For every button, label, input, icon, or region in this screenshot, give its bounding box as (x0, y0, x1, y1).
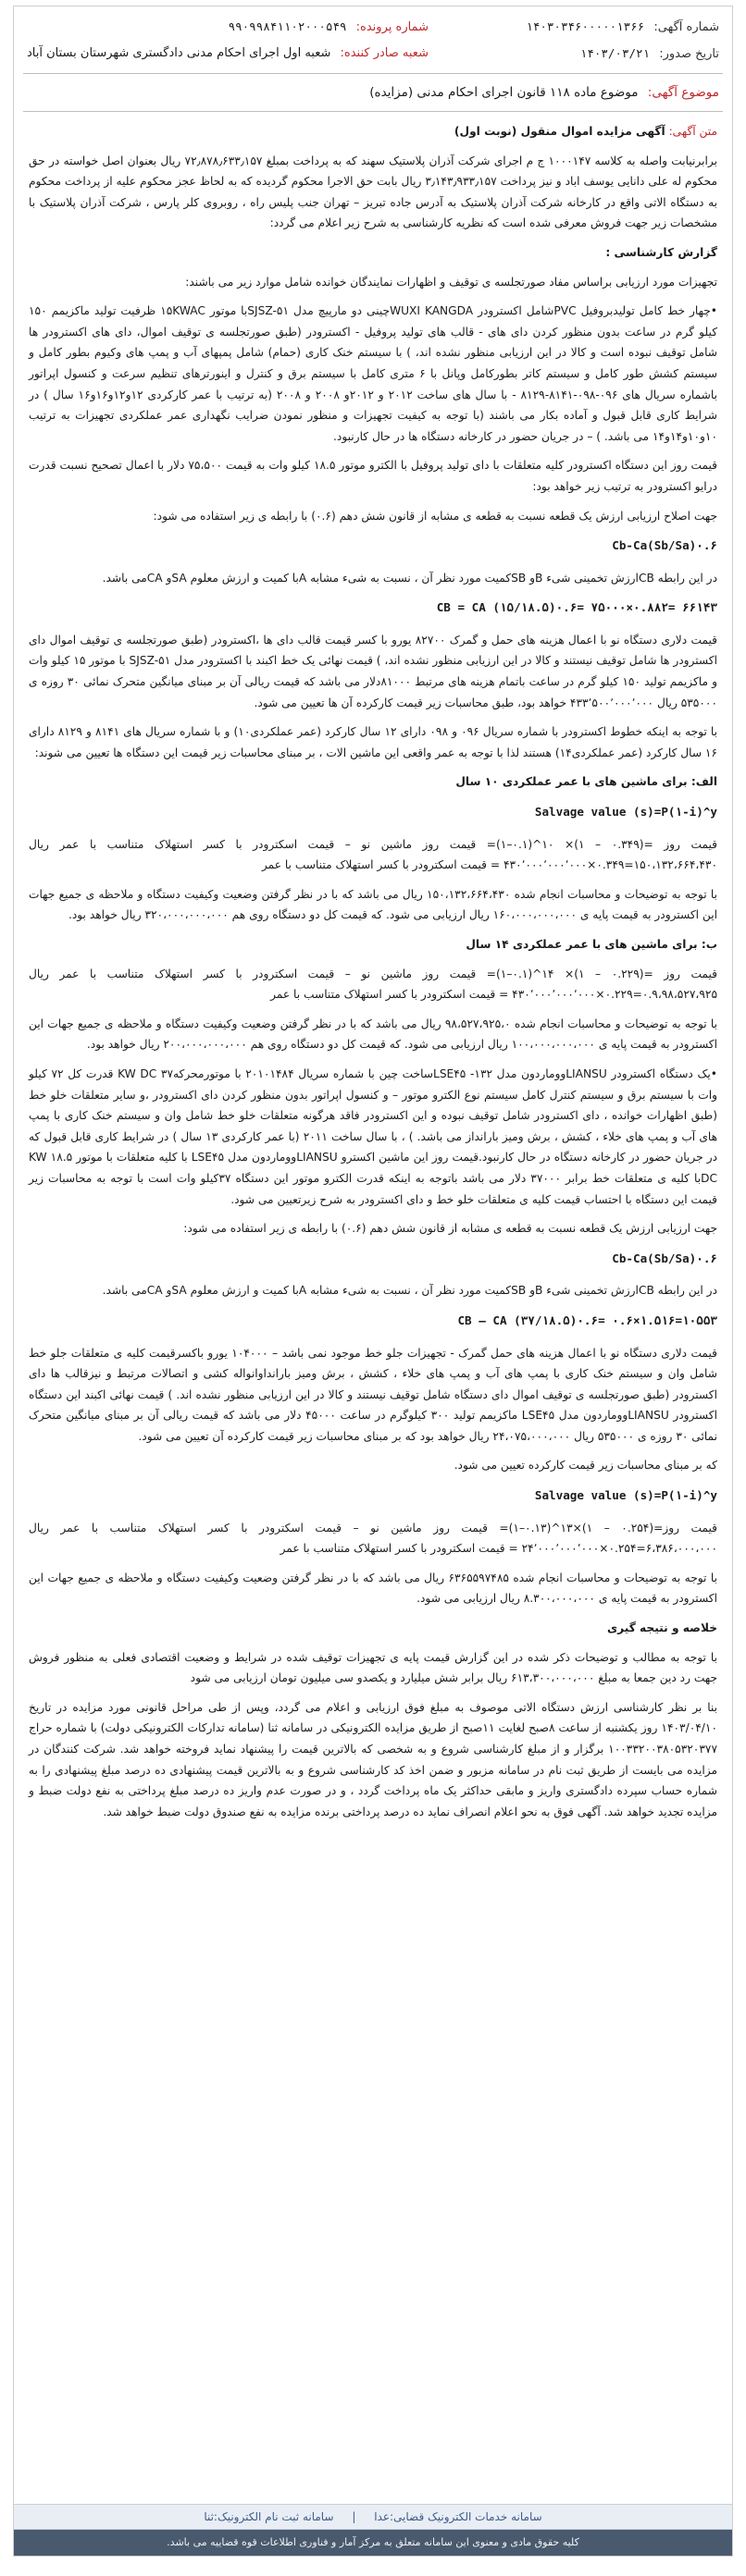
formula-cb-calculation-2: CB – CA (۳۷/۱۸.۵)۰.۶= ۰.۶×۱.۵۱۶=۱۰۵۵۳ (457, 1313, 717, 1327)
paragraph-six-tenths-rule: جهت اصلاح ارزیابی ارزش یک قطعه نسبت به قطعه ی مشابه از قانون شش دهم (۰.۶) با رابطه ی زیر استفاده می شود: (153, 509, 717, 523)
paragraph-auction-terms: بنا بر نظر کارشناسی ارزش دستگاه الاتی موصوف به مبلغ فوق ارزیابی و اعلام می گردد، وپس از طی مراحل قانونی مورد مزایده در تاریخ ۱۴۰۳/۰۴/۱۰ روز یکشنبه از ساعت ۸صبح لغایت ۱۱صبح از طریق مزایده الکترونیکی در سامانه ثنا (سامانه تدارکات الکترونیکی دولت) با شماره حراج ۱۰۰۳۳۲۰۰۳۸۰۵۳۲۰۳۷۷ برگزار و از مبلغ کارشناسی شروع و به شخصی که بالاترین قیمت را پیشنهاد نماید فروخته خواهد شد. شرکت کنندگان در مزایده می بایست از طریق ثبت نام در سامانه مزبور و ضمن اخذ کد کارشناسی شروع و به بالاترین قیمت پیشنهادی ده درصد مبلغ پیشنهادی را به شماره حساب سپرده دادگستری واریز و مابقی حداکثر یک ماه پرداخت گردد ، و در صورت عدم واریز ده درصد مبلغ پرداختی به نفع دولت ضبط و مزایده تجدید خواهد شد. آگهی فوق به نحو اعلام انصراف نماید ده درصد پرداختی برنده مزایده به نفع صندوق دولت ضبط خواهد شد. (29, 1700, 717, 1818)
paragraph-dollar-price: قیمت دلاری دستگاه نو با اعمال هزینه های حمل و گمرک ۸۲۷۰۰ یورو با کسر قیمت قالب دای ها ،اکسترودر (طبق صورتجلسه ی توقیف اموال دای اکسترودر ها شامل توقیف نیستند و کالا در این ارزیابی منظور نشده اند، ) قیمت نهائی یک خط اکبند با اکسترودر مدل SJSZ-۵۱ با موتور ۱۵ کیلو وات و ماکزیمم تولید ۱۵۰ کیلو گرم در ساعت باتمام هزینه های مرتبط ۸۱۰۰۰دلار می باشد که قیمت ریالی آن بر مبنای میانگین متحرک نمائی ۳۰ روزه ی ۵۳۵۰۰۰ ریال ۴۳۳٬۵۰۰٬۰۰۰٬۰۰۰ خواهد بود، طبق محاسبات زیر قیمت کارکرده آن ها تعیین می شود. (29, 633, 717, 709)
paragraph-fourteen-year-calc: قیمت روز =(۰.۲۲۹ – ۱)× ۱۴^(۰.۱–۱)= قیمت روز ماشین نو – قیمت اسکترودر با کسر استهلاک متناسب با عمر ریال ۰.۹،۹۸،۵۲۷،۹۲۵=۰.۲۲۹×۴۳۰٬۰۰۰٬۰۰۰٬۰۰۰ = قیمت اسکترودر با کسر استهلاک متناسب با عمر (29, 967, 717, 1002)
notice-body (14, 117, 732, 1822)
notice-title-value: آگهی مزایده اموال منقول (نوبت اول) (454, 125, 665, 138)
paragraph-liansu-result: با توجه به توضیحات و محاسبات انجام شده ۶۳۶۵۵۹۷۴۸۵ ریال می باشد که با در نظر گرفتن وضعیت وکیفیت دستگاه و ملاحظه ی جمیع جهات این اکسترودر به قیمت پایه ی ۸.۳۰۰،۰۰۰،۰۰۰ ریال ارزیابی می شود. (29, 1571, 717, 1606)
paragraph-formula-legend: در این رابطه CBارزش تخمینی شیء Bو SBکمیت مورد نظر آن ، نسبت به شیء مشابه Aبا کمیت و ارزش معلوم SAو CAمی باشد. (102, 571, 717, 585)
issuing-branch-row (27, 41, 429, 67)
footer-copyright: کلیه حقوق مادی و معنوی این سامانه متعلق به مرکز آمار و فناوری اطلاعات قوه قضاییه می باشد. (14, 2530, 732, 2556)
paragraph-conclusion: با توجه به مطالب و توضیحات ذکر شده در این گزارش قیمت پایه ی تجهیزات توقیف شده در شرایط و وضعیت اقتصادی فعلی به منظور فروش جهت رد دین جمعا به مبلغ ۶۱۳،۳۰۰،۰۰۰،۰۰۰ ریال برابر شش میلیارد و یکصدو سی میلیون تومان ارزیابی می شود (29, 1650, 717, 1685)
subject-label: موضوع آگهی: (647, 85, 719, 100)
heading-fourteen-year: ب: برای ماشین های با عمر عملکردی ۱۴ سال (466, 938, 717, 951)
header-divider (23, 73, 723, 74)
formula-six-tenths: Cb-Ca(Sb/Sa)۰.۶ (612, 538, 717, 553)
file-number-label: شماره پرونده: (355, 20, 429, 34)
file-number-row (27, 14, 429, 41)
paragraph-six-tenths-rule-2: جهت ارزیابی ارزش یک قطعه نسبت به قطعه ی مشابه از قانون شش دهم (۰.۶) با رابطه ی زیر استفاده می شود: (183, 1222, 717, 1236)
ad-number-row (526, 14, 719, 41)
report-heading: گزارش کارشناسی : (605, 245, 717, 259)
paragraph-formula-legend-2: در این رابطه CBارزش تخمینی شیء Bو SBکمیت مورد نظر آن ، نسبت به شیء مشابه Aبا کمیت و ارزش معلوم SAو CAمی باشد. (102, 1284, 717, 1298)
notice-subject (14, 80, 732, 105)
subject-divider (23, 111, 723, 112)
paragraph-liansu-calc: قیمت روز=(۰.۲۵۴ – ۱)×۱۳^(۰.۱۳–۱)= قیمت روز ماشین نو – قیمت اسکترودر با کسر استهلاک متناسب با عمر ریال ۶،۳۸۶،۰۰۰،۰۰۰=۰.۲۵۴×۲۴٬۰۰۰٬۰۰۰٬۰۰۰ = قیمت اسکترودر با کسر استهلاک متناسب با عمر (29, 1521, 718, 1556)
paragraph-serial-lines: با توجه به اینکه خطوط اکسترودر با شماره سریال ۰۹۶ و ۰۹۸ دارای ۱۲ سال کارکرد (عمر عملکردی۱۰) و با شماره سریال های ۸۱۴۱ و ۸۱۲۹ دارای ۱۶ سال کارکرد (عمر عملکردی۱۴) هستند لذا با توجه به عمر واقعی این ماشین الات ، بر مبنای محاسبات زیر قیمت این دستگاه ها تعیین می شوند: (29, 725, 718, 759)
formula-six-tenths-2: Cb-Ca(Sb/Sa)۰.۶ (612, 1251, 717, 1265)
paragraph-extruder-price: قیمت روز این دستگاه اکسترودر کلیه متعلقات با دای تولید پروفیل با الکترو موتور ۱۸.۵ کیلو وات به قیمت ۷۵،۵۰۰ دلار با اعمال تصحیح نسبت قدرت درایو اکسترودر به ترتیب زیر خواهد بود: (29, 459, 717, 493)
paragraph-ten-year-result: با توجه به توضیحات و محاسبات انجام شده ۱۵۰،۱۳۲،۶۶۴،۴۳۰ ریال می باشد که با در نظر گرفتن وضعیت وکیفیت دستگاه و ملاحظه ی جمیع جهات این اکسترودر به قیمت پایه ی ۱۶۰،۰۰۰،۰۰۰،۰۰۰ ریال ارزیابی می شود. که قیمت کل دو دستگاه روی هم ۳۲۰،۰۰۰،۰۰۰،۰۰۰ ریال خواهد بود. (29, 887, 717, 922)
formula-salvage-value-2: Salvage value (s)=P(۱-i)^y (534, 1488, 717, 1503)
issue-date-label: تاریخ صدور: (659, 47, 719, 61)
paragraph-liansu-extruder: •یک دستگاه اکسترودر LIANSUووماردون مدل LSE۴۵ -۱۳۲ساخت چین با شماره سریال ۲۰۱۰۱۴۸۴ با موتورمحرکه۳۷ KW DC قدرت کل ۷۲ کیلو وات با سیستم برق و سیستم کنترل کامل سیستم نوع الکترو موتور – و کنسول اپراتور بدون منظور کردن دای اکسترودر ،و سایر متعلقات خلو خط (طبق اظهارات خوانده ، دای اکسترودر شامل توقیف نبوده و این اکسترودر فاقد هرگونه متعلقات خلو خط شامل وان و سیستم خنک کاری با پمپ های آب و پمپ های خلاء ، کشش ، برش ومیز بارانداز می باشد. ) ، با سال ساخت ۲۰۱۱ (با عمر کارکردی ۱۳ سال ) در شرایط کاری قابل قبول که در جریان حضور در کارخانه دستگاه در حال کارنبود.قیمت روز این ماشین اکسترو LIANSUووماردون مدل LSE۴۵ با کلیه متعلقات با موتور KW ۱۸.۵ DCبا کلیه ی متعلقات خط برابر ۳۷۰۰۰ دلار می باشد باتوجه به اینکه قدرت الکترو موتور این دستگاه ۳۷کیلو وات است با توجه به محاسبات زیر قیمت این دستگاه با احتساب قیمت کلیه ی متعلقات خلو خط و دای اکسترودر به شرح زیرتعیین می شود. (29, 1066, 718, 1206)
formula-cb-calculation: CB = CA (۱۵/۱۸.۵)۰.۶= ۷۵۰۰۰×۰.۸۸۲= ۶۶۱۴۳ (436, 600, 717, 615)
file-number-value: ۹۹۰۹۹۸۴۱۱۰۲۰۰۰۵۴۹ (228, 19, 347, 33)
paragraph-production-lines: •چهار خط کامل تولیدبروفیل PVCشامل اکسترودر WUXI KANGDAچینی دو مارپیچ مدل SJSZ-۵۱با موتور ۱۵KWAC ظرفیت تولید ماکزیمم ۱۵۰ کیلو گرم در ساعت بدون منظور کردن دای های - قالب های تولید پروفیل - اکسترودر (طبق صورتجلسه ی توقیف اموال، دای های اکسترودر ها شامل توقیف نبوده است و کالا در این ارزیابی منظور نشده اند، ) با سیستم خنک کاری (حمام) شامل پمپهای آب و پمپ های وکیوم بطور کامل و سیستم کشش طور کامل و سیستم کاتر بطورکامل وپانل با ۶ متری کامل با سیستم برق و کنترل و اینورترهای تنظیم سرعت و کنسول اپراتور باشماره سریال های ۰۹۶-۰۹۸-۸۱۴۱-۸۱۲۹ - با سال های ساخت ۲۰۱۲ و ۲۰۱۲و ۲۰۰۸ و ۲۰۰۸ (به ترتیب با عمر کارکردی ۱۲و۱۲و۱۶و۱۶ سال ) در شرایط کاری قابل قبول و آماده بکار می باشند (با توجه به کیفیت تجهیزات و منظور نمودن ضرایب نگهداری عمر عملکردی تجهیزات به ترتیب ۱۰و۱۰و۱۴و۱۴ می باشد. ) – در جریان حضور در کارخانه دستگاه ها در حال کارنبود. (29, 304, 717, 443)
footer-separator: | (352, 2510, 356, 2523)
header-right-column (526, 14, 719, 68)
issue-date-value: ۱۴۰۳/۰۳/۲۱ (579, 46, 651, 60)
heading-ten-year: الف: برای ماشین های با عمر عملکردی ۱۰ سال (455, 775, 717, 789)
paragraph-intro: برابرنیابت واصله به کلاسه ۱۰۰۰۱۴۷ ج م اجرای شرکت آذران پلاستیک سهند که به پرداخت بمبلغ ۷۲٫۸۷۸٫۶۳۳٫۱۵۷ ریال بعنوان اصل خواسته در حق محکوم له علی دانایی یوسف اباد و نیز پرداخت ۳٫۱۴۳٫۹۳۳٫۱۵۷ ریال بابت حق الاجرا محکوم گردیده که به لحاظ عجز محکوم علیه از پرداخت محکوم به دستگاه الاتی واقع در کارخانه شرکت آذران پلاستیک به آدرس جاده تبریز – تهران جنب پلیس راه ، روبروی کلر پارس ، شرکت آذران پلاستیک با مشخصات زیر جهت فروش معرفی شده است که نظریه کارشناسی به شرح زیر اعلام می گردد: (29, 154, 718, 230)
footer-link-adl[interactable]: سامانه خدمات الکترونیک قضایی:عدا (374, 2510, 542, 2523)
paragraph-ten-year-calc: قیمت روز =(۰.۳۴۹ – ۱)× ۱۰^(۰.۱–۱)= قیمت روز ماشین نو – قیمت اسکترودر با کسر استهلاک متناسب با عمر ریال ۱۵۰،۱۳۲،۶۶۴،۴۳۰=۰.۳۴۹×۴۳۰٬۰۰۰٬۰۰۰٬۰۰۰ = قیمت اسکترودر با کسر استهلاک متناسب با عمر (29, 837, 717, 872)
notice-title-label: متن آگهی: (668, 125, 717, 138)
footer-links-bar (14, 2504, 732, 2530)
notice-sheet (13, 6, 733, 2557)
issue-date-row (526, 41, 719, 68)
issuing-branch-label: شعبه صادر کننده: (340, 46, 429, 60)
paragraph-liansu-dollar-price: قیمت دلاری دستگاه نو با اعمال هزینه های حمل گمرک - تجهیزات جلو خط موجود نمی باشد – ۱۰۴۰۰۰ یورو باکسرقیمت کلیه ی متعلقات جلو خط شامل وان و سیستم خنک کاری با پمپ های آب و پمپ های خلاء ، کشش ، برش ومیز بارانداوانواله کشی و اتصالات مرتبط و نیزقالب ها دای اکسترودر (طبق صورتجلسه ی توقیف اموال دای دستگاه شامل توقیف نیستند و کالا در این ارزیابی منظور نشده اند. ) قیمت نهائی اکبند این دستگاه اکسترودر LIANSUووماردون مدل LSE۴۵ ماکزیمم تولید ۳۰۰ کیلوگرم در ساعت ۴۵۰۰۰ دلار می باشد که قیمت ریالی آن بر مبنای میانگین متحرک نمائی ۳۰ روزه ی ۵۳۵۰۰۰ ریال ۲۴،۰۷۵،۰۰۰،۰۰۰ ریال خواهد بود که بر مبنای محاسبات زیر قیمت کارکرده آن تعیین می شود. (29, 1346, 717, 1443)
paragraph-equipment-intro: تجهیزات مورد ارزیابی براساس مفاد صورتجلسه ی توقیف و اظهارات نمایندگان خوانده شامل موارد زیر می باشند: (185, 275, 717, 289)
notice-title (29, 121, 717, 142)
ad-number-label: شماره آگهی: (653, 20, 719, 34)
footer-link-sana[interactable]: سامانه ثبت نام الکترونیک:ثنا (204, 2510, 334, 2523)
header-left-column (27, 14, 429, 68)
formula-salvage-value: Salvage value (s)=P(۱-i)^y (534, 805, 717, 820)
ad-number-value: ۱۴۰۳۰۳۴۶۰۰۰۰۰۱۳۶۶ (526, 19, 645, 33)
paragraph-salvage-intro: که بر مبنای محاسبات زیر قیمت کارکرده تعیین می شود. (454, 1459, 717, 1473)
subject-value: موضوع ماده ۱۱۸ قانون اجرای احکام مدنی (مزایده) (369, 85, 639, 100)
notice-header (14, 6, 732, 68)
paragraph-fourteen-year-result: با توجه به توضیحات و محاسبات انجام شده ۹۸،۵۲۷،۹۲۵،۰ ریال می باشد که با در نظر گرفتن وضعیت وکیفیت دستگاه و ملاحظه ی جمیع جهات این اکسترودر به قیمت پایه ی ۱۰۰،۰۰۰،۰۰۰،۰۰۰ ریال ارزیابی می شود. که قیمت کل دو دستگاه روی هم ۲۰۰،۰۰۰،۰۰۰،۰۰۰ ریال خواهد بود. (29, 1017, 717, 1052)
conclusion-heading: خلاصه و نتیجه گیری (606, 1621, 717, 1635)
issuing-branch-value: شعبه اول اجرای احکام مدنی دادگستری شهرستان بستان آباد (27, 46, 331, 60)
